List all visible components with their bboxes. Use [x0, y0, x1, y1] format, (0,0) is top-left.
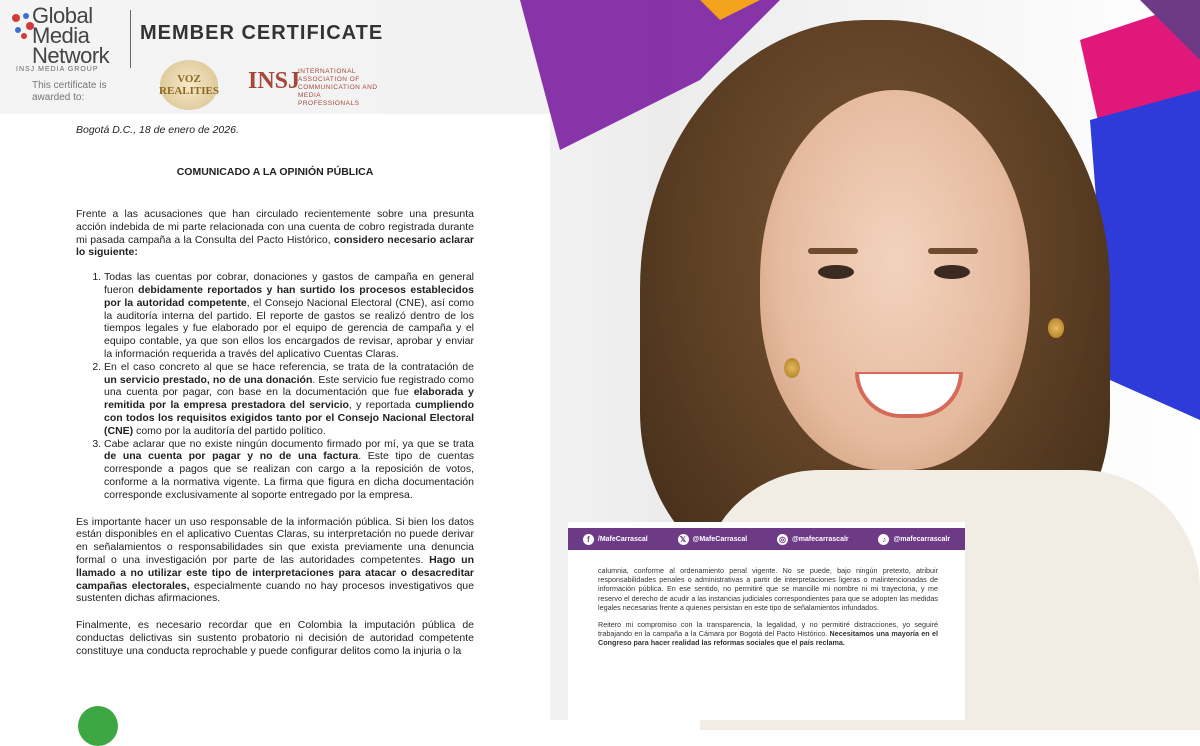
- item2-bold-f: cumpliendo con todos los requisitos exigidos tanto por el Consejo Nacional Electoral (CNE): [104, 399, 474, 437]
- social-media-bar: [568, 528, 965, 550]
- portrait-right-brow: [928, 248, 978, 254]
- member-certificate-heading: MEMBER CERTIFICATE: [140, 22, 384, 44]
- header-divider: [130, 10, 131, 68]
- instagram-icon: ◎: [777, 534, 788, 545]
- social-handle: @MafeCarrascal: [692, 535, 748, 543]
- green-circle-decoration: [78, 706, 118, 746]
- item1-bold: debidamente reportados y han surtido los procesos establecidos por la autoridad competente: [104, 283, 474, 309]
- intro-paragraph: [76, 208, 474, 259]
- item3-text-c: . Este tipo de cuentas corresponde a pagos que se realizan con cargo a la reposición de votos, conforme a la normativa vigente. La firma que figura en dicha documentación corresponde exclusivamente al soporte entregado por la empresa.: [104, 450, 474, 501]
- brand-title: Global Media Network: [32, 3, 110, 68]
- points-list: [76, 271, 474, 501]
- intro-text: Frente a las acusaciones que han circulado recientemente sobre una presunta acción indebida de mi parte relacionada con una cuenta de cobro registrada durante mi pasada campaña a la Consulta del Pacto Histórico,: [76, 208, 474, 246]
- closing-bold: Necesitamos una mayoría en el Congreso para hacer realidad las reformas sociales que el país reclama.: [598, 629, 939, 648]
- item1-text-c: , el Consejo Nacional Electoral (CNE), así como la auditoría interna del partido. El reporte de gastos se realizó dentro de los tiempos legales y fue elaborado por el equipo de gerencia de campaña y el equipo contable, ya que son ellos los encargados de revisar, aprobar y enviar la información requerida a través del aplicativo Cuentas Claras.: [104, 296, 474, 360]
- portrait-left-eye: [818, 265, 854, 279]
- tiktok-icon: ♪: [878, 534, 889, 545]
- portrait-right-earring: [1048, 318, 1064, 338]
- certificate-header: [0, 0, 560, 115]
- x-icon: 𝕏: [678, 534, 689, 545]
- document-continuation-card: [568, 522, 965, 720]
- item2-bold-d: elaborada y remitida por la empresa prestadora del servicio: [104, 386, 474, 412]
- list-item: [104, 271, 474, 361]
- social-handle: /MafeCarrascal: [597, 535, 648, 543]
- list-item: [104, 438, 474, 502]
- portrait-left-earring: [784, 358, 800, 378]
- continuation-text: [598, 566, 938, 648]
- para2-text-c: especialmente cuando no hay procesos investigativos que sustenten dichas afirmaciones.: [76, 579, 474, 605]
- portrait-right-eye: [934, 265, 970, 279]
- continuation-paragraph: calumnia, conforme al ordenamiento penal vigente. No se puede, bajo ningún pretexto, atribuir responsabilidades penales o administrativas a partir de interpretaciones ligeras o malintencionadas de información pública. En ese sentido, no permitiré que se mancille mi nombre ni mi trayectoria, y me reservo el derecho de acudir a las instancias judiciales correspondientes para que se adopten las medidas legales necesarias frente a quienes persistan en este tipo de señalamientos infundados.: [598, 566, 938, 612]
- social-handle: @mafecarrascalr: [791, 535, 849, 543]
- portrait-left-brow: [808, 248, 858, 254]
- list-item: [104, 361, 474, 438]
- item2-text-c: . Este servicio fue registrado como una cuenta por pagar, con base en la documentación que fue: [104, 373, 474, 399]
- item2-text-e: , y reportada: [348, 399, 416, 412]
- insj-description: INTERNATIONAL ASSOCIATION OF COMMUNICATION AND MEDIA PROFESSIONALS: [298, 68, 378, 107]
- insj-logo: INSJ: [248, 68, 301, 94]
- document-date: Bogotá D.C., 18 de enero de 2026.: [76, 124, 239, 136]
- para2-bold: Hago un llamado a no utilizar este tipo de interpretaciones para atacar o desacreditar campañas electorales,: [76, 553, 474, 592]
- item3-bold: de una cuenta por pagar y no de una factura: [104, 450, 359, 463]
- responsibility-paragraph: [76, 516, 474, 606]
- document-title: COMUNICADO A LA OPINIÓN PÚBLICA: [176, 166, 374, 178]
- item3-text-a: Cabe aclarar que no existe ningún documento firmado por mí, ya que se trata: [104, 437, 474, 450]
- social-tiktok[interactable]: [878, 534, 950, 545]
- item1-text-a: Todas las cuentas por cobrar, donaciones y gastos de campaña en general fueron: [104, 271, 474, 296]
- item2-text-a: En el caso concreto al que se hace referencia, se trata de la contratación de: [104, 360, 474, 373]
- closing-text: Reitero mi compromiso con la transparencia, la legalidad, y no permitiré distracciones, yo seguiré trabajando en la campaña a la Cámara por Bogotá del Pacto Histórico.: [598, 620, 938, 639]
- brand-subtitle: INSJ MEDIA GROUP: [16, 66, 99, 73]
- social-x[interactable]: [678, 534, 748, 545]
- intro-bold: considero necesario aclarar lo siguiente:: [76, 233, 474, 259]
- final-paragraph: Finalmente, es necesario recordar que en Colombia la imputación pública de conductas delictivas sin sustento probatorio ni decisión de autoridad competente constituye una conducta reprochable y puede configurar delitos como la injuria o la: [76, 619, 474, 657]
- awarded-text: This certificate is awarded to:: [32, 80, 107, 103]
- social-facebook[interactable]: [583, 534, 648, 545]
- document-body: [76, 208, 474, 658]
- press-release-document: [0, 114, 550, 720]
- closing-paragraph: [598, 620, 938, 648]
- social-instagram[interactable]: [777, 534, 849, 545]
- facebook-icon: f: [583, 534, 594, 545]
- voz-realities-logo: VOZ REALITIES: [160, 60, 218, 110]
- para2-text-a: Es importante hacer un uso responsable de la información pública. Si bien los datos están disponibles en el aplicativo Cuentas Claras, su interpretación no puede derivar en señalamientos o responsabilidades sin que exista previamente una denuncia formal o una investigación por parte de las autoridades competentes.: [76, 515, 474, 566]
- social-handle: @mafecarrascalr: [893, 535, 951, 543]
- item2-bold-b: un servicio prestado, no de una donación: [104, 373, 313, 386]
- item2-text-g: como por la auditoría del partido político.: [133, 424, 326, 437]
